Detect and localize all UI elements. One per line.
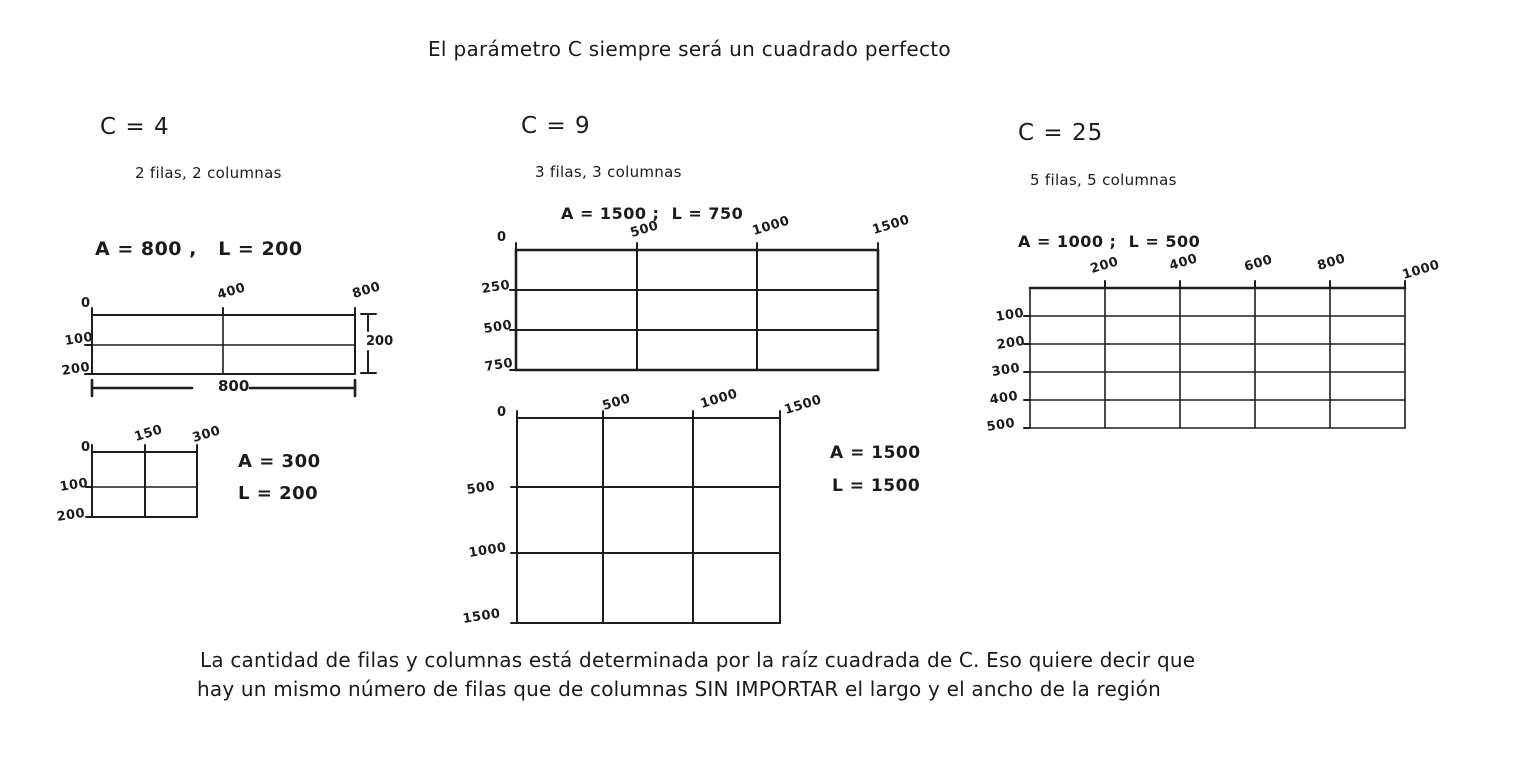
c25-x-tick: 600: [1242, 252, 1275, 275]
c25-ex1-grid: [1010, 275, 1420, 440]
c4-ex1-y-tick: 200: [60, 359, 92, 379]
section-c25-layout-label: 5 filas, 5 columnas: [1030, 171, 1177, 189]
c25-y-tick: 300: [990, 360, 1022, 380]
c25-y-tick: 200: [995, 333, 1027, 353]
c4-ex1-x-tick: 0: [81, 296, 91, 311]
c9-ex1-y-tick: 500: [482, 317, 514, 337]
c9-ex1-x-tick: 1000: [750, 213, 792, 239]
c4-ex1-x-tick: 400: [215, 280, 248, 303]
c25-x-tick: 400: [1167, 251, 1200, 274]
c9-ex2-y-tick: 500: [465, 478, 497, 498]
section-c4-heading: C = 4: [100, 114, 170, 140]
c9-ex2-x-tick: 0: [497, 405, 507, 420]
section-c4-layout-label: 2 filas, 2 columnas: [135, 164, 282, 182]
c25-y-tick: 500: [985, 415, 1017, 435]
c4-ex2-l-label: L = 200: [238, 483, 319, 504]
c9-ex1-x-tick: 500: [628, 218, 661, 241]
c4-ex2-x-tick: 300: [190, 423, 223, 446]
c25-y-tick: 400: [988, 388, 1020, 408]
footer-text-line2: hay un mismo número de filas que de columnas SIN IMPORTAR el largo y el ancho de la región: [197, 677, 1161, 701]
main-title: El parámetro C siempre será un cuadrado perfecto: [428, 37, 951, 61]
c9-ex2-l-label: L = 1500: [832, 476, 921, 496]
c9-ex2-x-tick: 1000: [698, 386, 740, 412]
c4-ex1-x-tick: 800: [350, 279, 383, 302]
c9-ex1-x-tick: 0: [497, 230, 507, 245]
c25-x-tick: 1000: [1400, 257, 1442, 283]
c4-ex2-a-label: A = 300: [238, 451, 321, 472]
c9-ex1-grid: [500, 240, 890, 380]
footer-text-line1: La cantidad de filas y columnas está determinada por la raíz cuadrada de C. Eso quiere decir que: [200, 648, 1196, 672]
c9-ex1-y-tick: 250: [480, 277, 512, 297]
c4-ex1-height-dim-label: 200: [366, 334, 394, 349]
c9-ex2-x-tick: 1500: [782, 392, 824, 418]
c4-ex2-y-tick: 100: [58, 475, 90, 495]
c4-ex1-dims-label: A = 800 , L = 200: [95, 238, 303, 260]
c4-ex2-x-tick: 150: [132, 422, 165, 445]
section-c25-heading: C = 25: [1018, 120, 1104, 146]
c25-ex1-dims-label: A = 1000 ; L = 500: [1018, 232, 1201, 251]
c9-ex2-a-label: A = 1500: [830, 443, 921, 463]
section-c9-heading: C = 9: [521, 113, 591, 139]
c9-ex2-grid: [500, 405, 800, 635]
c4-ex1-width-dim-label: 800: [218, 377, 250, 395]
c25-x-tick: 200: [1088, 254, 1121, 277]
c9-ex2-x-tick: 500: [600, 391, 633, 414]
c9-ex1-y-tick: 750: [483, 355, 515, 375]
c4-ex2-x-tick: 0: [81, 440, 91, 455]
c25-y-tick: 100: [994, 305, 1026, 325]
c9-ex2-y-tick: 1500: [461, 606, 502, 627]
c4-ex1-y-tick: 100: [63, 329, 95, 349]
c9-ex2-y-tick: 1000: [467, 540, 508, 561]
section-c9-layout-label: 3 filas, 3 columnas: [535, 163, 682, 181]
c4-ex2-grid: [75, 440, 215, 530]
c4-ex2-y-tick: 200: [55, 505, 87, 525]
c9-ex1-dims-label: A = 1500 ; L = 750: [561, 204, 744, 223]
c9-ex1-x-tick: 1500: [870, 212, 912, 238]
c25-x-tick: 800: [1315, 251, 1348, 274]
